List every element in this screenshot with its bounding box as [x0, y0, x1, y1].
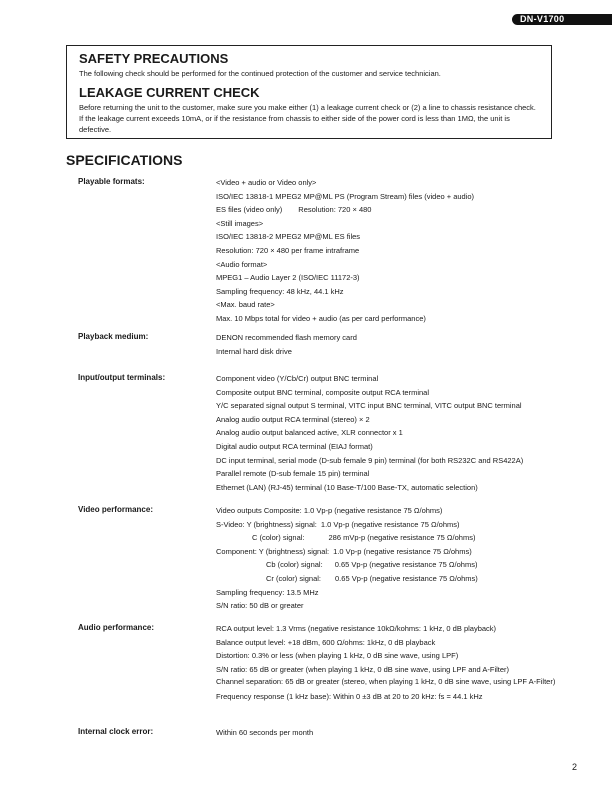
safety-title: SAFETY PRECAUTIONS — [79, 51, 229, 66]
spec-line — [216, 203, 576, 217]
spec-line-part: Cb (color) signal: — [266, 560, 323, 570]
spec-line-part: 286 mVp-p (negative resistance 75 Ω/ohms) — [328, 533, 476, 543]
spec-label: Playback medium: — [78, 332, 149, 341]
spec-line: Ethernet (LAN) (RJ-45) terminal (10 Base-T/100 Base-TX, automatic selection) — [216, 482, 478, 492]
spec-line: <Video + audio or Video only> — [216, 178, 317, 187]
spec-label: Audio performance: — [78, 623, 155, 632]
spec-line: Sampling frequency: 48 kHz, 44.1 kHz — [216, 286, 344, 296]
spec-line: <Max. baud rate> — [216, 300, 275, 310]
spec-line-part: Resolution: 720 × 480 — [298, 205, 372, 215]
spec-line: Internal hard disk drive — [216, 346, 292, 356]
spec-line: Max. 10 Mbps total for video + audio (as per card performance) — [216, 313, 426, 323]
leakage-text: Before returning the unit to the customer, make sure you make either (1) a leakage current check or (2) a line to chassis resistance check. If the leakage current exceeds 10mA, or if the resistance from chassis to either side of the power cord is less than 1MΩ, the unit is defective. — [79, 103, 536, 134]
spec-line: Y/C separated signal output S terminal, VITC input BNC terminal, VITC output BNC terminal — [216, 401, 522, 411]
spec-line: Within 60 seconds per month — [216, 728, 314, 737]
spec-line: S/N ratio: 65 dB or greater (when playing 1 kHz, 0 dB sine wave, using LPF and A-Filter) — [216, 664, 510, 674]
spec-values — [216, 504, 576, 613]
spec-line-part: 0.65 Vp-p (negative resistance 75 Ω/ohms) — [334, 560, 478, 570]
spec-line: Resolution: 720 × 480 per frame intraframe — [216, 245, 360, 255]
spec-label: Internal clock error: — [78, 727, 154, 736]
spec-line: DENON recommended flash memory card — [216, 333, 357, 342]
spec-line: Component video (Y/Cb/Cr) output BNC terminal — [216, 374, 379, 383]
spec-line — [216, 518, 576, 532]
spec-line: Frequency response (1 kHz base): Within 0 ±3 dB at 20 to 20 kHz: fs = 44.1 kHz — [216, 691, 483, 701]
spec-line: ISO/IEC 13818-2 MPEG2 MP@ML ES files — [216, 232, 361, 242]
spec-line-part: ES files (video only) — [216, 205, 283, 215]
spec-label: Playable formats: — [78, 177, 145, 186]
spec-line — [216, 531, 576, 545]
spec-line: DC input terminal, serial mode (D-sub female 9 pin) terminal (for both RS232C and RS422A) — [216, 455, 524, 465]
spec-values — [216, 726, 576, 740]
spec-line: Balance output level: +18 dBm, 600 Ω/ohms: 1kHz, 0 dB playback — [216, 637, 436, 647]
spec-line: MPEG1 – Audio Layer 2 (ISO/IEC 11172-3) — [216, 273, 360, 283]
spec-line-part: Component: Y (brightness) signal: — [216, 546, 330, 556]
spec-line: Distortion: 0.3% or less (when playing 1 kHz, 0 dB sine wave, using LPF) — [216, 651, 459, 661]
spec-values — [216, 372, 576, 494]
spec-line: Channel separation: 65 dB or greater (stereo, when playing 1 kHz, 0 dB sine wave, using LPF A-Filter) — [216, 677, 556, 687]
spec-line-part: 1.0 Vp-p (negative resistance 75 Ω/ohms) — [333, 546, 472, 556]
leakage-title: LEAKAGE CURRENT CHECK — [79, 85, 260, 100]
page-number: 2 — [572, 762, 578, 772]
spec-line — [216, 572, 576, 586]
spec-line: Composite output BNC terminal, composite output RCA terminal — [216, 387, 430, 397]
model-badge: DN-V1700 — [512, 14, 612, 25]
spec-line: Analog audio output balanced active, XLR connector x 1 — [216, 428, 403, 438]
safety-precautions-box — [66, 45, 552, 139]
spec-line-part: S-Video: Y (brightness) signal: — [216, 519, 317, 529]
spec-line — [216, 558, 576, 572]
spec-label: Video performance: — [78, 505, 153, 514]
spec-values — [216, 176, 576, 326]
spec-line: Video outputs Composite: 1.0 Vp-p (negative resistance 75 Ω/ohms) — [216, 506, 443, 515]
spec-label: Input/output terminals: — [78, 373, 166, 382]
spec-line-part: 1.0 Vp-p (negative resistance 75 Ω/ohms) — [320, 519, 460, 529]
spec-line-part: C (color) signal: — [252, 533, 305, 543]
spec-line: S/N ratio: 50 dB or greater — [216, 601, 304, 611]
spec-line-part: 0.65 Vp-p (negative resistance 75 Ω/ohms) — [335, 573, 478, 583]
spec-values — [216, 331, 576, 358]
spec-line — [216, 545, 576, 559]
spec-line: Sampling frequency: 13.5 MHz — [216, 587, 319, 597]
specifications-title: SPECIFICATIONS — [66, 152, 183, 168]
spec-line: RCA output level: 1.3 Vrms (negative resistance 10kΩ/kohms: 1 kHz, 0 dB playback) — [216, 624, 497, 633]
spec-values — [216, 622, 576, 703]
spec-line: Parallel remote (D-sub female 15 pin) terminal — [216, 469, 370, 479]
safety-text: The following check should be performed for the continued protection of the customer and service technician. — [79, 69, 441, 78]
spec-line-part: Cr (color) signal: — [266, 573, 322, 583]
spec-line: <Still images> — [216, 218, 264, 228]
spec-line: ISO/IEC 13818-1 MPEG2 MP@ML PS (Program Stream) files (video + audio) — [216, 191, 475, 201]
spec-line: Digital audio output RCA terminal (EIAJ format) — [216, 441, 373, 451]
spec-line: <Audio format> — [216, 259, 268, 269]
spec-line: Analog audio output RCA terminal (stereo) × 2 — [216, 414, 370, 424]
